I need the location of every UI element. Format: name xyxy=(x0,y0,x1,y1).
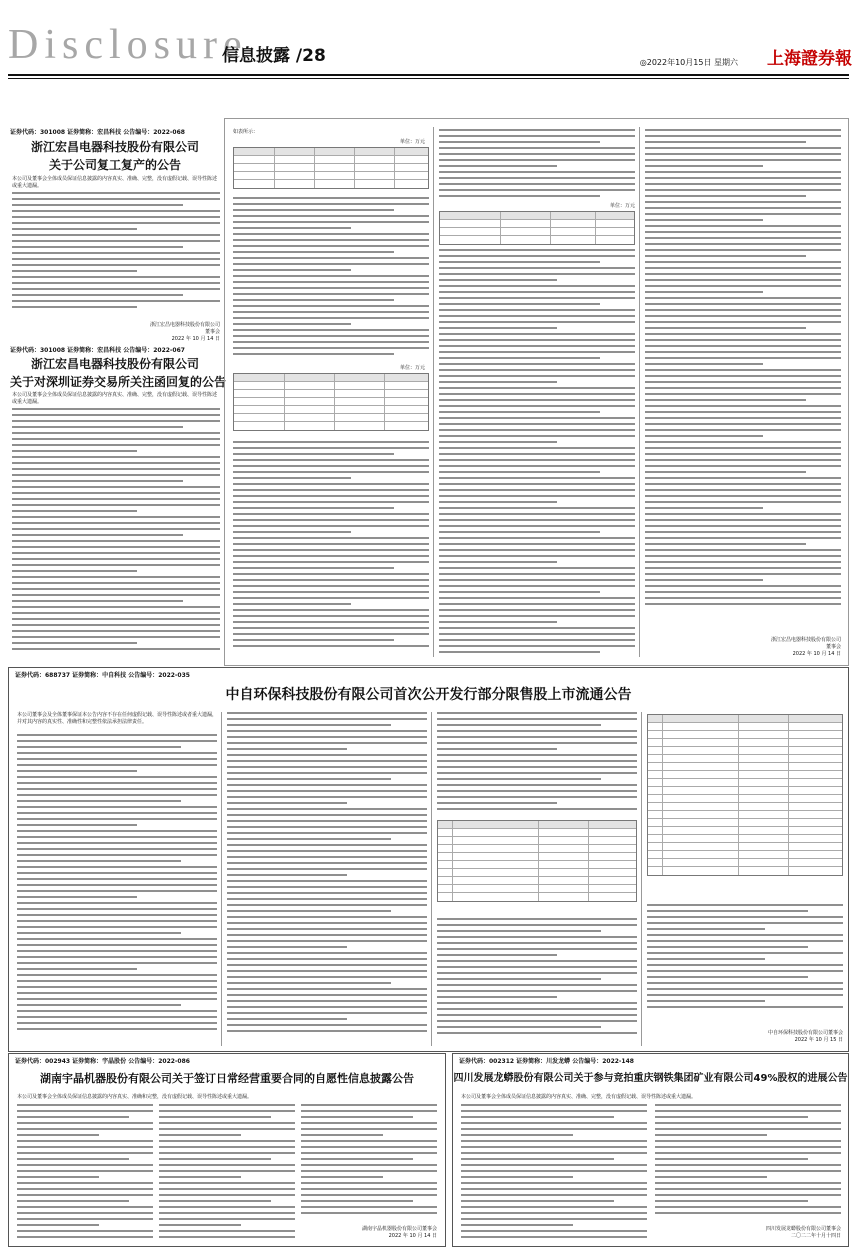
notice-statement: 本公司及董事会全体成员保证信息披露的内容真实、准确、完整，没有虚假记载、误导性陈述或重大遗漏。 xyxy=(461,1094,697,1100)
notice-title: 四川发展龙蟒股份有限公司关于参与竞拍重庆钢铁集团矿业有限公司49%股权的进展公告 xyxy=(453,1073,848,1084)
body-text xyxy=(159,1104,295,1242)
body-text xyxy=(233,441,429,651)
company-name: 浙江宏昌电器科技股份有限公司 xyxy=(30,357,199,371)
issue-date: ◎2022年10月15日 星期六 xyxy=(639,58,738,67)
stock-code-line: 证券代码：688737 证券简称：中自科技 公告编号：2022-035 xyxy=(15,672,190,679)
unit-label: 单位：万元 xyxy=(609,203,635,209)
stock-code-line: 证券代码：301008 证券简称：宏昌科技 公告编号：2022-068 xyxy=(10,129,185,136)
body-text xyxy=(17,1104,153,1242)
company-name: 浙江宏昌电器科技股份有限公司 xyxy=(30,140,199,154)
unit-label: 单位：万元 xyxy=(399,365,425,371)
notice-title: 关于对深圳证券交易所关注函回复的公告 xyxy=(10,375,227,389)
page-section-title: 信息披露 /28 xyxy=(222,46,326,66)
notice-statement: 本公司及董事会全体成员保证信息披露的内容真实、准确、完整，没有虚假记载、误导性陈述或重大遗漏。 xyxy=(12,176,218,189)
newspaper-logo: 上海證券報 xyxy=(767,49,852,69)
body-text xyxy=(233,197,429,359)
notice-body-text xyxy=(12,408,220,654)
masthead xyxy=(0,0,857,80)
signature-company: 浙江宏昌电器科技股份有限公司 xyxy=(149,322,220,328)
notice-body-text xyxy=(12,192,220,312)
masthead-rule-thin xyxy=(8,78,849,79)
data-table xyxy=(233,147,429,189)
notice-statement: 本公司董事会及全体董事保证本公告内容不存在任何虚假记载、误导性陈述或者重大遗漏，并对其内容的真实性、准确性和完整性依法承担法律责任。 xyxy=(17,712,218,725)
table-label: 如表所示： xyxy=(233,129,259,135)
stock-code-line: 证券代码：301008 证券简称：宏昌科技 公告编号：2022-067 xyxy=(10,347,185,354)
stock-code-line: 证券代码：002312 证券简称：川发龙蟒 公告编号：2022-148 xyxy=(459,1058,634,1065)
body-text xyxy=(17,734,217,1034)
body-text xyxy=(301,1104,437,1218)
signature-company: 浙江宏昌电器科技股份有限公司 xyxy=(770,637,841,643)
body-text xyxy=(439,129,635,201)
signature-company: 中自环保科技股份有限公司董事会 xyxy=(767,1030,843,1036)
signature-company: 四川发展龙蟒股份有限公司董事会 xyxy=(765,1226,841,1232)
column-divider xyxy=(431,712,432,1046)
signature-company: 湖南宇晶机器股份有限公司董事会 xyxy=(361,1226,437,1232)
body-text xyxy=(439,249,635,657)
signature-date: 2022 年 10 月 14 日 xyxy=(171,336,220,342)
notice-statement: 本公司及董事会全体成员保证信息披露的内容真实、准确和完整，没有虚假记载、误导性陈述或重大遗漏。 xyxy=(17,1094,253,1100)
signature-board: 董事会 xyxy=(204,329,220,335)
body-text xyxy=(437,712,637,814)
restricted-shares-table xyxy=(647,714,843,876)
notice-title: 湖南宇晶机器股份有限公司关于签订日常经营重要合同的自愿性信息披露公告 xyxy=(40,1072,414,1085)
notice-chuanfa-longmang-auction xyxy=(452,1053,849,1247)
stock-code-line: 证券代码：002943 证券简称：宇晶股份 公告编号：2022-086 xyxy=(15,1058,190,1065)
notice-title: 关于公司复工复产的公告 xyxy=(48,158,181,172)
signature-date: 2022 年 10 月 15 日 xyxy=(794,1037,843,1043)
column-divider xyxy=(641,712,642,1046)
body-text xyxy=(645,129,841,609)
notice-statement: 本公司及董事会全体成员保证信息披露的内容真实、准确、完整，没有虚假记载、误导性陈述或重大遗漏。 xyxy=(12,392,218,405)
notice-title: 中自环保科技股份有限公司首次公开发行部分限售股上市流通公告 xyxy=(225,687,632,703)
data-table xyxy=(233,373,429,431)
column-divider xyxy=(639,127,640,657)
signature-date: 二〇二二年十月十四日 xyxy=(790,1233,841,1239)
body-text xyxy=(655,1104,841,1218)
data-table xyxy=(439,211,635,245)
signature-date: 2022 年 10 月 14 日 xyxy=(388,1233,437,1239)
body-text xyxy=(461,1104,647,1242)
section-brand: Disclosure xyxy=(8,22,248,68)
notice-sinocat-lockup-release xyxy=(8,667,849,1052)
masthead-rule xyxy=(8,74,849,76)
notice-hongchang-reply-continued xyxy=(224,118,849,666)
signature-board: 董事会 xyxy=(825,644,841,650)
signature-date: 2022 年 10 月 14 日 xyxy=(792,651,841,657)
unit-label: 单位：万元 xyxy=(399,139,425,145)
column-divider xyxy=(221,712,222,1046)
notice-yujing-contract xyxy=(8,1053,446,1247)
body-text xyxy=(647,904,843,1012)
body-text xyxy=(227,712,427,1036)
body-text xyxy=(437,918,637,1038)
lockup-shares-table xyxy=(437,820,637,902)
column-divider xyxy=(433,127,434,657)
